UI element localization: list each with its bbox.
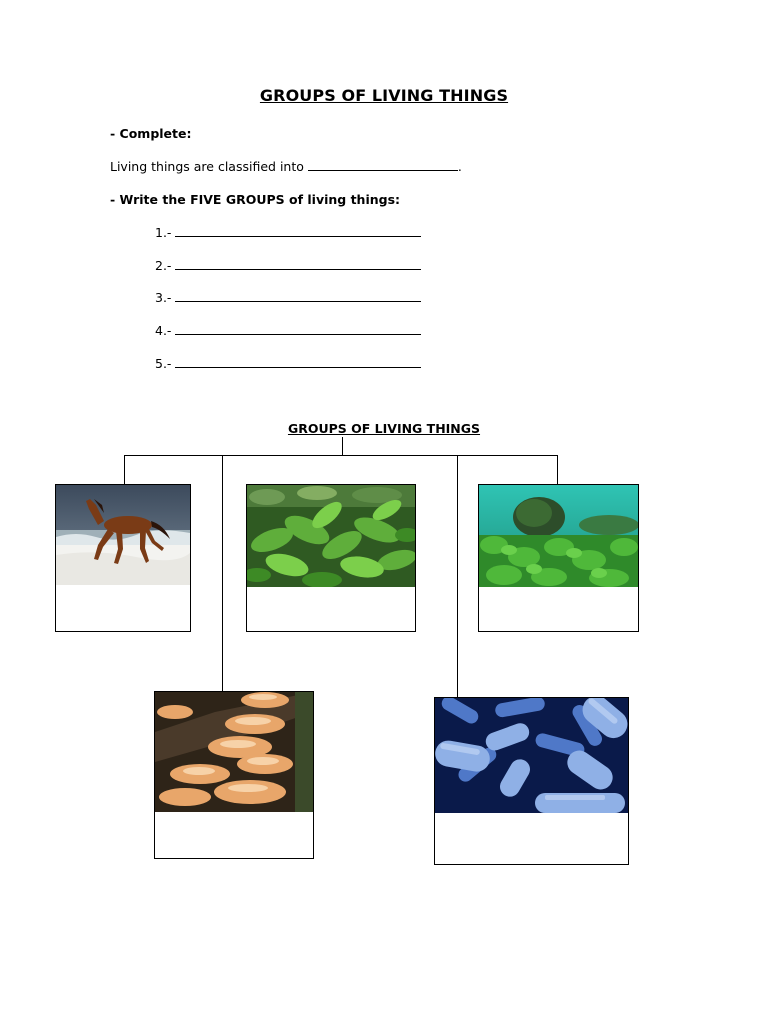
write-prompt-bold: - Write the FIVE GROUPS [110,192,285,207]
answer-line-2 [155,258,421,273]
sentence-suffix: . [457,159,462,174]
connector-drop-bacteria [457,455,458,697]
connector-drop-fungi [222,455,223,692]
connector-drop-3 [557,455,558,485]
page-title: GROUPS OF LIVING THINGS [259,86,509,105]
connector-drop-1 [124,455,125,485]
answer-line-4 [155,323,421,338]
card-animals [55,484,191,632]
card-plants [246,484,416,632]
answer-number: 4.- [155,323,172,338]
card-bacteria [434,697,629,865]
horse-image [56,485,190,585]
diagram-title-text: GROUPS OF LIVING THINGS [287,421,481,436]
classification-sentence [110,159,462,174]
connector-bar [124,455,558,456]
answer-blank[interactable] [175,258,421,270]
answer-blank[interactable] [175,356,421,368]
answer-number: 5.- [155,356,172,371]
write-prompt-rest: of living things: [284,192,401,207]
diagram-title [0,421,768,436]
answer-line-1 [155,225,421,240]
card-algae [478,484,639,632]
answer-number: 3.- [155,290,172,305]
algae-image [479,485,638,587]
answer-blank[interactable] [175,225,421,237]
connector-trunk [342,437,343,455]
bacteria-image [435,698,628,813]
answer-line-3 [155,290,421,305]
complete-heading: - Complete: [110,126,192,141]
sentence-blank[interactable] [308,159,458,171]
write-prompt [110,192,400,207]
answer-line-5 [155,356,421,371]
answer-number: 2.- [155,258,172,273]
sentence-prefix: Living things are classified into [110,159,304,174]
answer-blank[interactable] [175,323,421,335]
answer-blank[interactable] [175,290,421,302]
fungi-image [155,692,313,812]
answer-number: 1.- [155,225,172,240]
plants-image [247,485,415,587]
card-fungi [154,691,314,859]
